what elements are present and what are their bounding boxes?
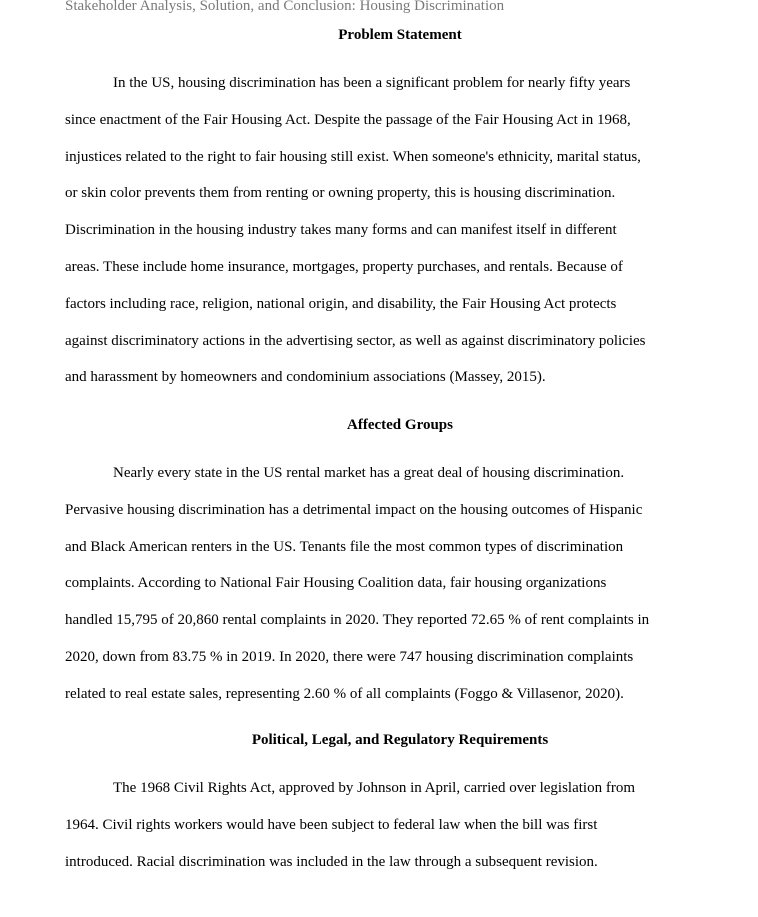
paragraph-affected-groups	[65, 464, 705, 722]
text-line: and harassment by homeowners and condominium associations (Massey, 2015).	[65, 369, 546, 386]
text-line: injustices related to the right to fair housing still exist. When someone's ethnicity, marital status,	[65, 148, 641, 165]
text-line: since enactment of the Fair Housing Act. Despite the passage of the Fair Housing Act in 1968,	[65, 111, 631, 128]
running-head: Stakeholder Analysis, Solution, and Conclusion: Housing Discrimination	[65, 0, 505, 14]
text-line: Nearly every state in the US rental market has a great deal of housing discrimination.	[113, 465, 625, 481]
text-line: handled 15,795 of 20,860 rental complaints in 2020. They reported 72.65 % of rent complaints in	[65, 612, 650, 629]
section-heading-political-legal-regulatory: Political, Legal, and Regulatory Requirements	[251, 732, 549, 748]
text-line: related to real estate sales, representing 2.60 % of all complaints (Foggo & Villasenor, 2020).	[65, 685, 624, 702]
text-line: factors including race, religion, national origin, and disability, the Fair Housing Act protects	[65, 295, 617, 312]
text-line: areas. These include home insurance, mortgages, property purchases, and rentals. Because of	[65, 258, 623, 275]
text-line: In the US, housing discrimination has been a significant problem for nearly fifty years	[113, 75, 631, 91]
text-line: or skin color prevents them from renting or owning property, this is housing discrimination.	[65, 185, 616, 202]
section-heading-affected-groups: Affected Groups	[347, 417, 453, 433]
text-line: The 1968 Civil Rights Act, approved by Johnson in April, carried over legislation from	[113, 780, 636, 796]
paragraph-political-legal-regulatory	[65, 779, 705, 889]
text-line: 1964. Civil rights workers would have been subject to federal law when the bill was first	[65, 816, 598, 833]
text-line: 2020, down from 83.75 % in 2019. In 2020, there were 747 housing discrimination complaints	[65, 648, 634, 665]
text-line: Discrimination in the housing industry takes many forms and can manifest itself in different	[65, 222, 617, 239]
text-line: against discriminatory actions in the advertising sector, as well as against discriminatory policies	[65, 332, 646, 349]
text-line: introduced. Racial discrimination was included in the law through a subsequent revision.	[65, 853, 598, 870]
paragraph-problem-statement	[65, 74, 705, 405]
text-line: and Black American renters in the US. Tenants file the most common types of discrimination	[65, 538, 624, 555]
section-heading-problem-statement: Problem Statement	[338, 27, 462, 43]
text-line: complaints. According to National Fair Housing Coalition data, fair housing organizations	[65, 575, 607, 592]
text-line: Pervasive housing discrimination has a detrimental impact on the housing outcomes of Hispanic	[65, 501, 643, 518]
